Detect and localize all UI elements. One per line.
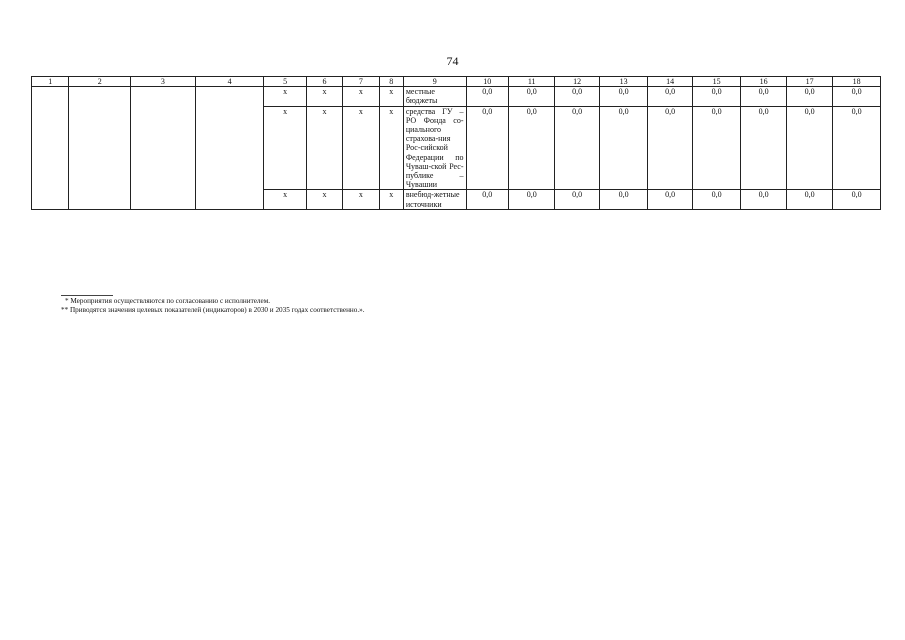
empty-cell <box>32 87 69 210</box>
page-number: 74 <box>446 54 459 68</box>
value-cell: 0,0 <box>599 87 648 106</box>
column-header: 16 <box>741 77 786 87</box>
column-header: 12 <box>555 77 599 87</box>
funding-source: местные бюджеты <box>403 87 466 106</box>
footnote-1: * Мероприятия осуществляются по согласованию с исполнителем. <box>65 297 271 305</box>
column-header: 14 <box>648 77 692 87</box>
column-header: 15 <box>692 77 741 87</box>
value-cell: 0,0 <box>466 87 508 106</box>
value-cell: 0,0 <box>741 106 786 190</box>
footnote-2: ** Приводятся значения целевых показателей (индикаторов) в 2030 и 2035 годах соответственно.». <box>61 306 365 314</box>
value-cell: 0,0 <box>466 190 508 209</box>
column-header: 11 <box>508 77 554 87</box>
column-header: 2 <box>69 77 131 87</box>
mark-cell: x <box>264 106 306 190</box>
column-header: 4 <box>195 77 264 87</box>
mark-cell: x <box>306 106 342 190</box>
budget-table <box>31 76 881 210</box>
mark-cell: x <box>379 106 403 190</box>
column-header: 3 <box>131 77 196 87</box>
mark-cell: x <box>343 87 379 106</box>
column-header: 18 <box>833 77 881 87</box>
value-cell: 0,0 <box>508 190 554 209</box>
value-cell: 0,0 <box>508 87 554 106</box>
value-cell: 0,0 <box>648 106 692 190</box>
footnote-divider <box>61 295 113 296</box>
value-cell: 0,0 <box>508 106 554 190</box>
mark-cell: x <box>379 87 403 106</box>
value-cell: 0,0 <box>786 190 832 209</box>
column-header: 1 <box>32 77 69 87</box>
mark-cell: x <box>306 87 342 106</box>
value-cell: 0,0 <box>599 106 648 190</box>
column-header: 13 <box>599 77 648 87</box>
header-row <box>32 77 881 87</box>
column-header: 8 <box>379 77 403 87</box>
mark-cell: x <box>343 106 379 190</box>
value-cell: 0,0 <box>833 190 881 209</box>
value-cell: 0,0 <box>741 87 786 106</box>
column-header: 5 <box>264 77 306 87</box>
value-cell: 0,0 <box>692 190 741 209</box>
column-header: 7 <box>343 77 379 87</box>
funding-source: внебюд-жетные источники <box>403 190 466 209</box>
column-header: 6 <box>306 77 342 87</box>
value-cell: 0,0 <box>466 106 508 190</box>
column-header: 10 <box>466 77 508 87</box>
value-cell: 0,0 <box>648 190 692 209</box>
value-cell: 0,0 <box>648 87 692 106</box>
value-cell: 0,0 <box>555 106 599 190</box>
funding-source: средства ГУ – РО Фонда со-циального страхова-ния Рос-сийской Федерации по Чуваш-ской Рес-публике – Чувашии <box>403 106 466 190</box>
value-cell: 0,0 <box>786 87 832 106</box>
empty-cell <box>195 87 264 210</box>
mark-cell: x <box>379 190 403 209</box>
mark-cell: x <box>343 190 379 209</box>
mark-cell: x <box>306 190 342 209</box>
empty-cell <box>69 87 131 210</box>
value-cell: 0,0 <box>741 190 786 209</box>
value-cell: 0,0 <box>786 106 832 190</box>
value-cell: 0,0 <box>692 106 741 190</box>
value-cell: 0,0 <box>599 190 648 209</box>
value-cell: 0,0 <box>833 106 881 190</box>
column-header: 17 <box>786 77 832 87</box>
column-header: 9 <box>403 77 466 87</box>
value-cell: 0,0 <box>833 87 881 106</box>
footnotes <box>61 297 365 315</box>
value-cell: 0,0 <box>692 87 741 106</box>
value-cell: 0,0 <box>555 190 599 209</box>
value-cell: 0,0 <box>555 87 599 106</box>
mark-cell: x <box>264 190 306 209</box>
mark-cell: x <box>264 87 306 106</box>
empty-cell <box>131 87 196 210</box>
table-row <box>32 87 881 106</box>
